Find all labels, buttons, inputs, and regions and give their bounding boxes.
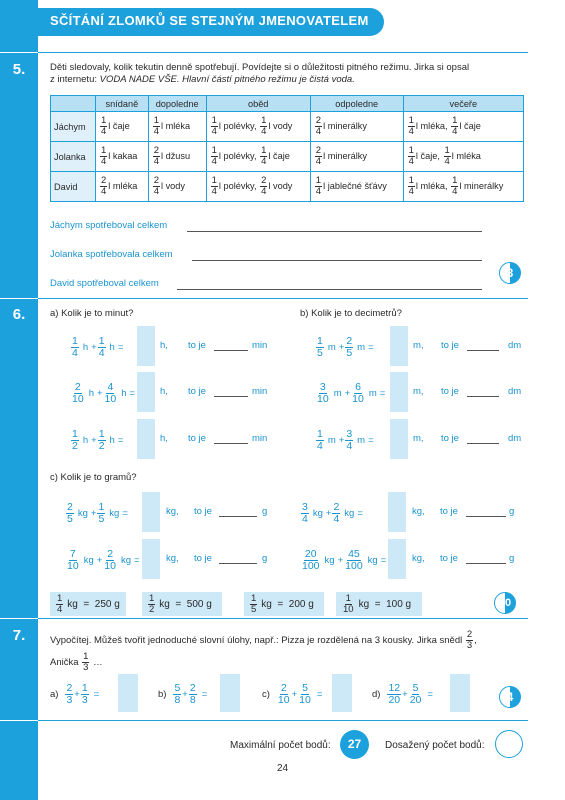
answer-line-david[interactable]	[177, 289, 482, 290]
to-je-label: to je	[194, 553, 212, 564]
cell-text: l mléka	[108, 180, 138, 191]
unit: h	[121, 388, 127, 399]
result-unit: kg,	[412, 506, 425, 517]
target-unit: g	[262, 506, 268, 517]
table-header-cell: večeře	[403, 96, 523, 112]
target-unit: min	[252, 340, 268, 351]
row-name: David	[51, 172, 96, 202]
result-unit: kg,	[166, 553, 179, 564]
max-points-badge: 27	[340, 730, 369, 759]
answer-label-jachym: Jáchym spotřeboval celkem	[50, 220, 168, 231]
to-je-label: to je	[188, 433, 206, 444]
equation	[315, 336, 374, 359]
answer-box[interactable]	[137, 326, 155, 366]
spacer	[448, 121, 451, 131]
answer-box[interactable]	[142, 539, 160, 579]
fraction: 1 4	[72, 335, 78, 359]
spacer	[257, 121, 260, 131]
unit: kg	[83, 555, 94, 566]
operator: =	[316, 689, 323, 700]
spacer	[257, 181, 260, 191]
fraction: $\frac{2}{4}$	[315, 145, 322, 167]
spacer	[448, 181, 451, 191]
fraction: $\frac{2}{4}$	[333, 501, 340, 525]
fraction: $\frac{1}{4}$	[444, 145, 450, 167]
task5-intro-line1: Děti sledovaly, kolik tekutin denně spotřebují. Povídejte si o důležitosti pitného režimu. Jirka si opsal	[50, 62, 470, 73]
answer-line[interactable]	[467, 443, 499, 444]
reference-text: kg = 100 g	[358, 598, 412, 610]
operator: +	[402, 689, 408, 700]
fraction: $\frac{2}{3}$	[466, 629, 473, 651]
operator: +	[338, 435, 345, 446]
target-unit: dm	[508, 433, 522, 444]
operator: +	[182, 689, 188, 700]
result-unit: kg,	[412, 553, 425, 564]
exercise-label: d)	[372, 689, 381, 700]
equation	[65, 502, 128, 525]
answer-label-david: David spotřeboval celkem	[50, 278, 159, 289]
fraction: $\frac{1}{10}$	[343, 592, 354, 615]
fraction: $\frac{1}{4}$	[261, 145, 267, 167]
task6a-label: a) Kolik je to minut?	[50, 308, 134, 319]
cell-text: l mléka	[160, 120, 191, 131]
fraction: $\frac{1}{4}$	[211, 115, 217, 137]
operator: =	[368, 435, 374, 446]
fraction: $\frac{1}{3}$	[81, 682, 88, 706]
page-number: 24	[276, 763, 289, 774]
fraction: $\frac{1}{4}$	[153, 115, 159, 137]
answer-box[interactable]	[390, 326, 408, 366]
operator: +	[91, 342, 97, 353]
cell-text: l čaje	[108, 120, 130, 131]
fraction: $\frac{2}{8}$	[189, 682, 196, 706]
answer-line[interactable]	[219, 516, 257, 517]
cell-text: l jablečné šťávy	[323, 180, 387, 191]
target-unit: min	[252, 433, 268, 444]
fraction: 3 10	[317, 381, 329, 405]
answer-box[interactable]	[388, 492, 406, 532]
row-name: Jolanka	[51, 142, 96, 172]
unit: m	[357, 342, 366, 353]
answer-line[interactable]	[219, 563, 257, 564]
operator: =	[117, 342, 124, 353]
table-cell	[148, 142, 206, 172]
drinks-table	[50, 95, 524, 202]
answer-box[interactable]	[390, 372, 408, 412]
sidebar-divider	[0, 298, 38, 299]
fraction: 1 2	[72, 428, 78, 452]
row-name: Jáchym	[51, 112, 96, 142]
table-cell	[310, 172, 403, 202]
fraction: 7 10	[67, 548, 79, 572]
fraction: $\frac{3}{4}$	[346, 428, 353, 452]
fraction: $\frac{2}{4}$	[153, 145, 159, 167]
result-unit: m,	[413, 386, 424, 397]
operator: =	[134, 555, 140, 566]
equation	[65, 549, 140, 572]
cell-text: l minerálky	[323, 150, 367, 161]
target-unit: g	[262, 553, 268, 564]
to-je-label: to je	[194, 506, 212, 517]
unit: m	[327, 435, 336, 446]
fraction: 3 4	[302, 501, 308, 525]
section-divider	[38, 298, 528, 299]
table-cell	[403, 142, 523, 172]
operator: +	[74, 689, 80, 700]
fraction: 1 4	[317, 428, 323, 452]
answer-box[interactable]	[332, 674, 352, 712]
fraction: $\frac{1}{4}$	[408, 145, 414, 167]
fraction: $\frac{1}{5}$	[98, 501, 105, 525]
task7-intro-line1: Vypočítej. Můžeš tvořit jednoduché slovní úlohy, např.: Pizza je rozdělená na 3 kousky. Jirka snědl $\frac{2}{3}$ ,	[50, 629, 477, 651]
spacer	[440, 151, 443, 161]
fraction: 20 100	[302, 548, 320, 572]
conversion-reference	[50, 592, 126, 616]
operator: =	[379, 388, 386, 399]
equation	[70, 429, 123, 452]
operator: +	[90, 508, 97, 519]
unit: kg	[109, 508, 120, 519]
answer-box[interactable]	[390, 419, 408, 459]
fraction: $\frac{1}{4}$	[452, 115, 458, 137]
answer-line[interactable]	[214, 443, 248, 444]
table-cell	[403, 112, 523, 142]
cell-text: l minerálky	[459, 180, 504, 191]
cell-text: l polévky,	[218, 150, 257, 161]
answer-box[interactable]	[137, 419, 155, 459]
unit: kg	[120, 555, 132, 566]
cell-text: l vody	[268, 120, 293, 131]
operator: +	[338, 342, 345, 353]
achieved-points-circle[interactable]	[495, 730, 523, 758]
fraction: $\frac{1}{3}$	[83, 651, 89, 673]
answer-label-jolanka: Jolanka spotřebovala celkem	[50, 249, 173, 260]
fraction: $\frac{2}{4}$	[261, 175, 267, 197]
cell-text: l vody	[160, 180, 185, 191]
answer-box[interactable]	[450, 674, 470, 712]
to-je-label: to je	[188, 340, 206, 351]
to-je-label: to je	[188, 386, 206, 397]
fraction: 2 10	[72, 381, 84, 405]
target-unit: min	[252, 386, 268, 397]
task6b-label: b) Kolik je to decimetrů?	[300, 308, 402, 319]
table-cell	[403, 172, 523, 202]
fraction: $\frac{1}{4}$	[408, 175, 414, 197]
task6c-label: c) Kolik je to gramů?	[50, 472, 137, 483]
score-badge-task6: 20	[494, 592, 516, 614]
answer-line[interactable]	[466, 516, 506, 517]
fraction: $\frac{45}{100}$	[345, 548, 363, 572]
result-unit: m,	[413, 433, 424, 444]
target-unit: dm	[508, 386, 522, 397]
table-row	[51, 142, 524, 172]
answer-line[interactable]	[466, 563, 506, 564]
task-number-6: 6.	[12, 306, 26, 323]
fraction: $\frac{1}{4}$	[211, 175, 217, 197]
task5-intro-line2: z internetu: VODA NADE VŠE. Hlavní částí pitného režimu je čistá voda.	[50, 74, 355, 85]
section-divider	[38, 720, 528, 721]
exercise	[50, 683, 99, 706]
table-cell	[206, 112, 310, 142]
fraction: $\frac{1}{4}$	[101, 115, 107, 137]
equation	[70, 382, 135, 405]
to-je-label: to je	[441, 340, 459, 351]
unit: kg	[344, 508, 355, 519]
fraction: $\frac{5}{20}$	[409, 682, 422, 706]
page-title: SČÍTÁNÍ ZLOMKŮ SE STEJNÝM JMENOVATELEM	[50, 13, 369, 28]
target-unit: dm	[508, 340, 522, 351]
table-cell	[206, 142, 310, 172]
operator: =	[122, 508, 128, 519]
operator: =	[201, 689, 208, 700]
table-header-cell	[51, 96, 96, 112]
fraction: $\frac{2}{10}$	[104, 548, 116, 572]
cell-text: l vody	[268, 180, 293, 191]
cell-text: l čaje,	[415, 150, 440, 161]
cell-text: l mléka,	[415, 120, 448, 131]
fraction: $\frac{1}{4}$	[315, 175, 322, 197]
operator: =	[93, 689, 100, 700]
result-unit: h,	[160, 386, 168, 397]
table-cell	[310, 142, 403, 172]
exercise-label: c)	[262, 689, 270, 700]
table-cell	[206, 172, 310, 202]
operator: +	[325, 508, 332, 519]
fraction: $\frac{1}{4}$	[101, 145, 107, 167]
result-unit: m,	[413, 340, 424, 351]
conversion-reference	[336, 592, 422, 616]
exercise	[158, 683, 207, 706]
cell-text: l čaje	[459, 120, 481, 131]
unit: m	[333, 388, 342, 399]
fraction: $\frac{2}{4}$	[153, 175, 159, 197]
answer-line[interactable]	[214, 350, 248, 351]
operator: +	[91, 435, 97, 446]
table-header-cell: snídaně	[96, 96, 149, 112]
cell-text: l polévky,	[218, 180, 257, 191]
unit: kg	[367, 555, 378, 566]
to-je-label: to je	[440, 506, 458, 517]
answer-box[interactable]	[142, 492, 160, 532]
fraction: $\frac{6}{10}$	[352, 381, 364, 405]
operator: +	[344, 388, 351, 399]
conversion-reference	[142, 592, 222, 616]
fraction: $\frac{1}{4}$	[408, 115, 414, 137]
answer-line[interactable]	[214, 396, 248, 397]
operator: =	[427, 689, 433, 700]
fraction: 12 20	[388, 682, 401, 706]
table-cell	[96, 142, 149, 172]
fraction: $\frac{1}{5}$	[251, 592, 257, 615]
to-je-label: to je	[441, 386, 459, 397]
to-je-label: to je	[441, 433, 459, 444]
cell-text: l mléka,	[415, 180, 448, 191]
answer-line[interactable]	[467, 350, 499, 351]
operator: =	[380, 555, 387, 566]
answer-line-jolanka[interactable]	[192, 260, 482, 261]
section-divider	[38, 52, 528, 53]
operator: =	[129, 388, 136, 399]
unit: h	[82, 435, 89, 446]
fraction: $\frac{2}{5}$	[346, 335, 353, 359]
target-unit: g	[509, 553, 515, 564]
cell-text: l polévky,	[218, 120, 257, 131]
fraction: $\frac{1}{2}$	[98, 428, 105, 452]
fraction: $\frac{2}{4}$	[315, 115, 322, 137]
unit: kg	[324, 555, 335, 566]
unit: m	[357, 435, 366, 446]
fraction: $\frac{1}{2}$	[149, 592, 155, 615]
cell-text: l čaje	[268, 150, 290, 161]
operator: +	[96, 555, 103, 566]
achieved-points-label: Dosažený počet bodů:	[385, 740, 485, 751]
cell-text: l džusu	[160, 150, 191, 161]
target-unit: g	[509, 506, 515, 517]
sidebar-divider	[0, 618, 38, 619]
fraction: $\frac{1}{4}$	[452, 175, 458, 197]
table-cell	[310, 112, 403, 142]
cell-text: l mléka	[451, 150, 481, 161]
score-badge-task7: 4	[499, 686, 521, 708]
answer-box[interactable]	[137, 372, 155, 412]
result-unit: kg,	[166, 506, 179, 517]
to-je-label: to je	[440, 553, 458, 564]
exercise	[372, 683, 433, 706]
operator: +	[337, 555, 344, 566]
result-unit: h,	[160, 433, 168, 444]
answer-line[interactable]	[467, 396, 499, 397]
answer-line-jachym[interactable]	[187, 231, 482, 232]
equation	[315, 382, 385, 405]
task-number-5: 5.	[12, 61, 26, 78]
table-cell	[96, 172, 149, 202]
operator: =	[117, 435, 124, 446]
sidebar-divider	[0, 720, 38, 721]
unit: kg	[77, 508, 88, 519]
equation	[70, 336, 123, 359]
reference-text: kg = 500 g	[159, 598, 212, 610]
fraction: 2 5	[67, 501, 73, 525]
left-sidebar	[0, 0, 38, 800]
table-cell	[148, 172, 206, 202]
table-header-cell: oběd	[206, 96, 310, 112]
table-header-row	[51, 96, 524, 112]
equation	[315, 429, 374, 452]
fraction: $\frac{1}{4}$	[98, 335, 105, 359]
fraction: 5 8	[174, 682, 181, 706]
fraction: $\frac{1}{4}$	[57, 592, 63, 615]
unit: h	[88, 388, 94, 399]
result-unit: h,	[160, 340, 168, 351]
unit: h	[82, 342, 89, 353]
table-cell	[148, 112, 206, 142]
table-row	[51, 172, 524, 202]
answer-box[interactable]	[118, 674, 138, 712]
cell-text: l minerálky	[323, 120, 367, 131]
operator: +	[291, 689, 298, 700]
conversion-reference	[244, 592, 324, 616]
spacer	[257, 151, 260, 161]
unit: h	[109, 342, 115, 353]
table-header-cell: dopoledne	[148, 96, 206, 112]
task7-intro-line2: Anička $\frac{1}{3}$ …	[50, 651, 103, 673]
fraction: $\frac{5}{10}$	[299, 682, 311, 706]
score-badge-task5: 3	[499, 262, 521, 284]
table-row	[51, 112, 524, 142]
cell-text: l kakaa	[108, 150, 138, 161]
unit: m	[327, 342, 336, 353]
fraction: $\frac{1}{4}$	[211, 145, 217, 167]
answer-box[interactable]	[220, 674, 240, 712]
reference-text: kg = 200 g	[261, 598, 314, 610]
operator: +	[96, 388, 103, 399]
table-cell	[96, 112, 149, 142]
table-header-cell: odpoledne	[310, 96, 403, 112]
operator: =	[357, 508, 363, 519]
section-divider	[38, 618, 528, 619]
fraction: 2 10	[277, 682, 290, 706]
equation	[300, 502, 363, 525]
unit: kg	[312, 508, 323, 519]
fraction: $\frac{2}{4}$	[101, 175, 107, 197]
sidebar-divider	[0, 52, 38, 53]
task-number-7: 7.	[12, 627, 26, 644]
fraction: $\frac{4}{10}$	[104, 381, 117, 405]
max-points-label: Maximální počet bodů:	[230, 740, 331, 751]
unit: h	[109, 435, 115, 446]
equation	[300, 549, 386, 572]
unit: m	[368, 388, 377, 399]
exercise	[262, 683, 322, 706]
reference-text: kg = 250 g	[67, 598, 120, 610]
fraction: 1 5	[317, 335, 323, 359]
answer-box[interactable]	[388, 539, 406, 579]
operator: =	[368, 342, 374, 353]
exercise-label: b)	[158, 689, 167, 700]
exercise-label: a)	[50, 689, 59, 700]
fraction: $\frac{1}{4}$	[261, 115, 267, 137]
fraction: 2 3	[66, 682, 73, 706]
